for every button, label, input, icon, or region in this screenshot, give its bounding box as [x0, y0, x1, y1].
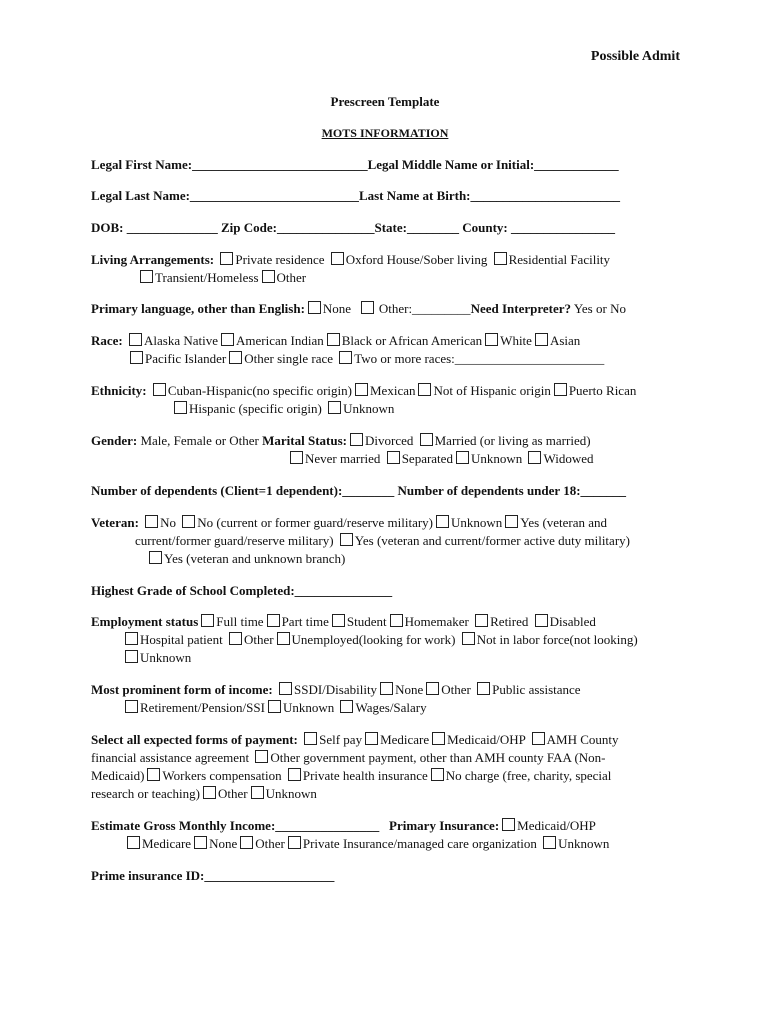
- living-option-label: Transient/Homeless: [155, 270, 259, 285]
- prime-insurance-id-field[interactable]: Prime insurance ID:____________________: [91, 868, 335, 883]
- insurance-section: [91, 817, 691, 853]
- veteran-yes-unknown-branch-checkbox[interactable]: [149, 551, 162, 564]
- payment-medicaid-checkbox[interactable]: [432, 732, 445, 745]
- marital-label: Marital Status:: [262, 433, 347, 448]
- marital-option-label: Married (or living as married): [434, 433, 591, 448]
- employment-full-time-checkbox[interactable]: [201, 614, 214, 627]
- payment-option-label: Self pay: [319, 732, 363, 747]
- last-name-birth-field[interactable]: Last Name at Birth:_______________________: [358, 188, 621, 203]
- income-option-label: SSDI/Disability: [293, 682, 378, 697]
- income-option-label: Wages/Salary: [355, 700, 427, 715]
- ethnicity-option-label: Mexican: [370, 383, 416, 398]
- employment-option-label: Homemaker: [404, 614, 469, 629]
- veteran-option-label: Yes (veteran and: [520, 515, 608, 530]
- employment-section: [91, 613, 691, 667]
- income-label: Most prominent form of income:: [91, 682, 273, 697]
- race-option-label: Asian: [549, 333, 581, 348]
- living-private-checkbox[interactable]: [220, 252, 233, 265]
- language-label: Primary language, other than English:: [91, 301, 305, 316]
- payment-no-charge-checkbox[interactable]: [431, 768, 444, 781]
- income-option-label: Other: [441, 682, 471, 697]
- employment-unemployed-checkbox[interactable]: [277, 632, 290, 645]
- last-name-row: [91, 187, 691, 205]
- dependents-under-18-field[interactable]: Number of dependents under 18:_______: [397, 483, 627, 498]
- payment-option-label: No charge (free, charity, special: [445, 768, 612, 783]
- insurance-medicaid-checkbox[interactable]: [502, 818, 515, 831]
- living-option-label: Private residence: [235, 252, 325, 267]
- legal-middle-name-field[interactable]: Legal Middle Name or Initial:_____________: [367, 157, 619, 172]
- dependents-field[interactable]: Number of dependents (Client=1 dependent):________: [91, 483, 395, 498]
- employment-not-in-labor-checkbox[interactable]: [462, 632, 475, 645]
- ethnicity-hispanic-specific-checkbox[interactable]: [174, 401, 187, 414]
- race-other-single-checkbox[interactable]: [229, 351, 242, 364]
- race-two-or-more-checkbox[interactable]: [339, 351, 352, 364]
- marital-option-label: Divorced: [364, 433, 414, 448]
- admit-status: Possible Admit: [590, 49, 680, 64]
- legal-last-name-field[interactable]: Legal Last Name:__________________________: [91, 188, 359, 203]
- interpreter-options[interactable]: Yes or No: [573, 301, 626, 316]
- payment-option-label: Workers compensation: [162, 768, 282, 783]
- page-title: Prescreen Template: [330, 94, 440, 109]
- marital-widowed-checkbox[interactable]: [528, 451, 541, 464]
- employment-option-label: Not in labor force(not looking): [476, 632, 638, 647]
- employment-option-label: Hospital patient: [140, 632, 223, 647]
- race-alaska-checkbox[interactable]: [129, 333, 142, 346]
- income-option-label: None: [395, 682, 424, 697]
- insurance-none-checkbox[interactable]: [194, 836, 207, 849]
- name-row: [91, 156, 691, 174]
- payment-option-label: AMH County: [546, 732, 619, 747]
- employment-option-label: Other: [243, 632, 274, 647]
- ethnicity-label: Ethnicity:: [91, 383, 147, 398]
- veteran-label: Veteran:: [91, 515, 139, 530]
- highest-grade-field[interactable]: Highest Grade of School Completed:_______________: [91, 583, 393, 598]
- income-ssdi-checkbox[interactable]: [279, 682, 292, 695]
- payment-option-label: Unknown: [265, 786, 317, 801]
- veteran-unknown-checkbox[interactable]: [436, 515, 449, 528]
- ethnicity-section: [91, 382, 691, 418]
- employment-label: Employment status: [91, 614, 199, 629]
- payment-workers-comp-checkbox[interactable]: [147, 768, 160, 781]
- employment-option-label: Retired: [490, 614, 529, 629]
- employment-retired-checkbox[interactable]: [475, 614, 488, 627]
- insurance-medicare-checkbox[interactable]: [127, 836, 140, 849]
- race-black-checkbox[interactable]: [327, 333, 340, 346]
- payment-option-label: Other government payment, other than AMH county FAA (Non-: [270, 750, 606, 765]
- race-option-label: Pacific Islander: [145, 351, 227, 366]
- section-title: MOTS INFORMATION: [321, 126, 449, 140]
- marital-married-checkbox[interactable]: [420, 433, 433, 446]
- veteran-option-label: Yes (veteran and current/former active duty military): [354, 533, 630, 548]
- insurance-option-label: Private Insurance/managed care organization: [302, 836, 537, 851]
- race-option-label[interactable]: Two or more races:_______________________: [354, 351, 605, 366]
- insurance-option-label: Other: [255, 836, 285, 851]
- employment-option-label: Disabled: [549, 614, 596, 629]
- legal-first-name-field[interactable]: Legal First Name:___________________________: [91, 157, 368, 172]
- employment-option-label: Full time: [216, 614, 264, 629]
- living-option-label: Residential Facility: [508, 252, 611, 267]
- ethnicity-option-label: Not of Hispanic origin: [433, 383, 551, 398]
- interpreter-label: Need Interpreter?: [470, 301, 572, 316]
- race-american-indian-checkbox[interactable]: [221, 333, 234, 346]
- race-section: [91, 332, 691, 368]
- insurance-other-checkbox[interactable]: [240, 836, 253, 849]
- payment-other-checkbox[interactable]: [203, 786, 216, 799]
- living-option-label: Oxford House/Sober living: [345, 252, 488, 267]
- marital-unknown-checkbox[interactable]: [456, 451, 469, 464]
- payment-option-label: financial assistance agreement: [91, 750, 250, 765]
- veteran-yes-active-checkbox[interactable]: [340, 533, 353, 546]
- veteran-no-guard-checkbox[interactable]: [182, 515, 195, 528]
- insurance-option-label: None: [209, 836, 238, 851]
- county-field[interactable]: County: ________________: [462, 220, 615, 235]
- ethnicity-option-label: Cuban-Hispanic(no specific origin): [167, 383, 352, 398]
- living-other-checkbox[interactable]: [262, 270, 275, 283]
- living-oxford-checkbox[interactable]: [331, 252, 344, 265]
- payment-option-label: research or teaching): [91, 786, 200, 801]
- income-option-label: Unknown: [282, 700, 335, 715]
- payment-unknown-checkbox[interactable]: [251, 786, 264, 799]
- living-option-label: Other: [276, 270, 307, 285]
- income-option-label: Retirement/Pension/SSI: [140, 700, 265, 715]
- race-pacific-checkbox[interactable]: [130, 351, 143, 364]
- ethnicity-not-hispanic-checkbox[interactable]: [418, 383, 431, 396]
- marital-separated-checkbox[interactable]: [387, 451, 400, 464]
- insurance-unknown-checkbox[interactable]: [543, 836, 556, 849]
- employment-part-time-checkbox[interactable]: [267, 614, 280, 627]
- ethnicity-mexican-checkbox[interactable]: [355, 383, 368, 396]
- veteran-yes-guard-checkbox[interactable]: [505, 515, 518, 528]
- dob-row: [91, 219, 691, 237]
- language-other-checkbox[interactable]: [361, 301, 374, 314]
- race-asian-checkbox[interactable]: [535, 333, 548, 346]
- payment-private-health-checkbox[interactable]: [288, 768, 301, 781]
- living-section: [91, 251, 691, 287]
- payment-section: [91, 731, 691, 803]
- employment-hospital-checkbox[interactable]: [125, 632, 138, 645]
- veteran-option-label: Yes (veteran and unknown branch): [164, 551, 346, 566]
- living-transient-checkbox[interactable]: [140, 270, 153, 283]
- zip-field[interactable]: Zip Code:_______________: [221, 220, 375, 235]
- employment-option-label: Part time: [281, 614, 329, 629]
- income-none-checkbox[interactable]: [380, 682, 393, 695]
- gender-options[interactable]: Male, Female or Other: [140, 433, 259, 448]
- race-option-label: Black or African American: [341, 333, 483, 348]
- ethnicity-unknown-checkbox[interactable]: [328, 401, 341, 414]
- income-unknown-checkbox[interactable]: [268, 700, 281, 713]
- veteran-option-label: No (current or former guard/reserve military): [197, 515, 433, 530]
- language-none-checkbox[interactable]: [308, 301, 321, 314]
- ethnicity-option-label: Puerto Rican: [568, 383, 637, 398]
- ethnicity-puerto-rican-checkbox[interactable]: [554, 383, 567, 396]
- dependents-row: [91, 482, 691, 500]
- income-other-checkbox[interactable]: [426, 682, 439, 695]
- insurance-option-label: Medicare: [142, 836, 192, 851]
- payment-option-label: Medicaid/OHP: [447, 732, 526, 747]
- ethnicity-option-label: Hispanic (specific origin): [189, 401, 322, 416]
- income-section: [91, 681, 691, 717]
- employment-homemaker-checkbox[interactable]: [390, 614, 403, 627]
- marital-option-label: Widowed: [543, 451, 594, 466]
- employment-other-checkbox[interactable]: [229, 632, 242, 645]
- language-other-field[interactable]: Other:_________: [378, 301, 471, 316]
- payment-label: Select all expected forms of payment:: [91, 732, 298, 747]
- income-retirement-checkbox[interactable]: [125, 700, 138, 713]
- state-field[interactable]: State:________: [374, 220, 459, 235]
- income-option-label: Public assistance: [492, 682, 581, 697]
- race-option-label: American Indian: [236, 333, 324, 348]
- payment-option-label: Private health insurance: [302, 768, 428, 783]
- veteran-option-label: current/former guard/reserve military): [135, 533, 334, 548]
- payment-other-gov-checkbox[interactable]: [255, 750, 268, 763]
- ethnicity-option-label: Unknown: [343, 401, 395, 416]
- dob-field[interactable]: DOB: ______________: [91, 220, 218, 235]
- insurance-label: Primary Insurance:: [389, 818, 500, 833]
- payment-self-pay-checkbox[interactable]: [304, 732, 317, 745]
- payment-medicare-checkbox[interactable]: [365, 732, 378, 745]
- marital-divorced-checkbox[interactable]: [350, 433, 363, 446]
- gender-label: Gender:: [91, 433, 138, 448]
- insurance-private-checkbox[interactable]: [288, 836, 301, 849]
- language-row: [91, 300, 691, 318]
- gross-income-field[interactable]: Estimate Gross Monthly Income:________________: [91, 818, 380, 833]
- employment-unknown-checkbox[interactable]: [125, 650, 138, 663]
- language-none-label: None: [322, 301, 352, 316]
- payment-option-label: Medicaid): [91, 768, 145, 783]
- race-white-checkbox[interactable]: [485, 333, 498, 346]
- race-option-label: Alaska Native: [144, 333, 219, 348]
- marital-option-label: Never married: [305, 451, 381, 466]
- veteran-section: [91, 514, 691, 568]
- income-wages-checkbox[interactable]: [340, 700, 353, 713]
- marital-option-label: Separated: [401, 451, 453, 466]
- payment-amh-checkbox[interactable]: [532, 732, 545, 745]
- ethnicity-cuban-checkbox[interactable]: [153, 383, 166, 396]
- living-label: Living Arrangements:: [91, 252, 215, 267]
- race-label: Race:: [91, 333, 123, 348]
- insurance-option-label: Medicaid/OHP: [517, 818, 596, 833]
- employment-option-label: Unemployed(looking for work): [291, 632, 456, 647]
- veteran-no-checkbox[interactable]: [145, 515, 158, 528]
- living-residential-checkbox[interactable]: [494, 252, 507, 265]
- income-public-assistance-checkbox[interactable]: [477, 682, 490, 695]
- race-option-label: White: [500, 333, 532, 348]
- payment-option-label: Other: [218, 786, 248, 801]
- race-option-label: Other single race: [244, 351, 334, 366]
- prime-insurance-row: [91, 867, 691, 885]
- employment-disabled-checkbox[interactable]: [535, 614, 548, 627]
- payment-option-label: Medicare: [380, 732, 430, 747]
- employment-student-checkbox[interactable]: [332, 614, 345, 627]
- grade-row: [91, 582, 691, 600]
- employment-option-label: Student: [346, 614, 387, 629]
- gender-section: [91, 432, 691, 468]
- insurance-option-label: Unknown: [558, 836, 610, 851]
- marital-never-checkbox[interactable]: [290, 451, 303, 464]
- marital-option-label: Unknown: [470, 451, 523, 466]
- veteran-option-label: No: [160, 515, 177, 530]
- veteran-option-label: Unknown: [451, 515, 503, 530]
- employment-option-label: Unknown: [140, 650, 192, 665]
